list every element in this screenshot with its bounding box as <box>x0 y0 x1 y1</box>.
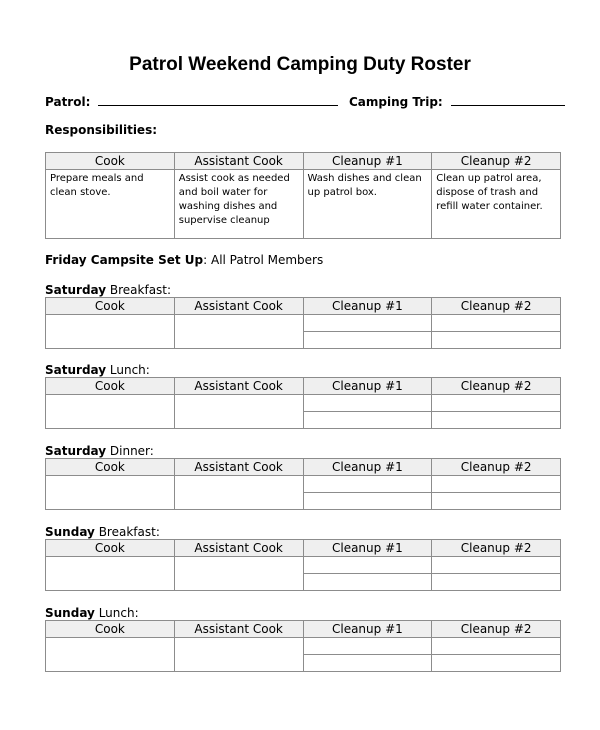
column-header: Cleanup #2 <box>432 459 561 476</box>
camping-trip-field <box>349 93 565 109</box>
cook-cell[interactable] <box>46 557 175 591</box>
meal-table <box>45 297 561 349</box>
cleanup1-cell[interactable] <box>303 395 432 412</box>
column-header: Cook <box>46 298 175 315</box>
cleanup2-cell[interactable] <box>432 493 561 510</box>
meal-table <box>45 620 561 672</box>
meal-heading: Sunday Lunch: <box>45 606 139 620</box>
meal-heading: Saturday Lunch: <box>45 363 150 377</box>
column-header: Cleanup #1 <box>303 621 432 638</box>
page-title: Patrol Weekend Camping Duty Roster <box>129 54 471 75</box>
assistant-cook-cell[interactable] <box>174 476 303 510</box>
cleanup2-cell[interactable] <box>432 638 561 655</box>
column-header: Cleanup #1 <box>303 459 432 476</box>
column-header: Assistant Cook <box>174 378 303 395</box>
column-header: Cleanup #2 <box>432 540 561 557</box>
column-header: Cook <box>46 459 175 476</box>
cook-cell[interactable] <box>46 315 175 349</box>
cleanup2-cell[interactable] <box>432 315 561 332</box>
column-header: Cleanup #2 <box>432 621 561 638</box>
meal-heading: Sunday Breakfast: <box>45 525 160 539</box>
meal-table <box>45 539 561 591</box>
cleanup1-cell[interactable] <box>303 493 432 510</box>
meal-heading: Saturday Dinner: <box>45 444 154 458</box>
cleanup2-cell[interactable] <box>432 412 561 429</box>
column-header: Cook <box>46 378 175 395</box>
column-header: Cleanup #1 <box>303 298 432 315</box>
column-header: Assistant Cook <box>174 459 303 476</box>
camping-trip-label: Camping Trip: <box>349 95 443 109</box>
patrol-input-line[interactable] <box>98 93 338 106</box>
column-header: Assistant Cook <box>174 298 303 315</box>
column-header: Cleanup #1 <box>303 378 432 395</box>
cleanup2-description: Clean up patrol area, dispose of trash and refill water container. <box>432 170 561 239</box>
responsibilities-table <box>45 152 561 239</box>
cleanup2-cell[interactable] <box>432 476 561 493</box>
meal-table <box>45 377 561 429</box>
assistant-cook-description: Assist cook as needed and boil water for washing dishes and supervise cleanup <box>174 170 303 239</box>
cook-cell[interactable] <box>46 638 175 672</box>
cleanup1-cell[interactable] <box>303 476 432 493</box>
cleanup2-cell[interactable] <box>432 655 561 672</box>
cleanup1-description: Wash dishes and clean up patrol box. <box>303 170 432 239</box>
cleanup2-cell[interactable] <box>432 332 561 349</box>
friday-setup-value: : All Patrol Members <box>203 253 324 267</box>
friday-setup-label: Friday Campsite Set Up <box>45 253 204 267</box>
camping-trip-input-line[interactable] <box>451 93 565 106</box>
assistant-cook-cell[interactable] <box>174 557 303 591</box>
column-header: Cleanup #2 <box>432 378 561 395</box>
column-header: Assistant Cook <box>174 621 303 638</box>
responsibilities-heading: Responsibilities: <box>45 123 158 137</box>
patrol-label: Patrol: <box>45 95 91 109</box>
cleanup2-cell[interactable] <box>432 557 561 574</box>
meal-heading: Saturday Breakfast: <box>45 283 172 297</box>
column-header: Cleanup #2 <box>432 153 561 170</box>
cleanup1-cell[interactable] <box>303 557 432 574</box>
assistant-cook-cell[interactable] <box>174 638 303 672</box>
cleanup2-cell[interactable] <box>432 574 561 591</box>
cleanup1-cell[interactable] <box>303 332 432 349</box>
cleanup1-cell[interactable] <box>303 638 432 655</box>
patrol-field <box>45 93 338 109</box>
cleanup1-cell[interactable] <box>303 412 432 429</box>
friday-setup-line <box>45 253 323 267</box>
column-header: Cleanup #1 <box>303 153 432 170</box>
meal-table <box>45 458 561 510</box>
column-header: Cleanup #1 <box>303 540 432 557</box>
cook-cell[interactable] <box>46 476 175 510</box>
column-header: Cook <box>46 621 175 638</box>
cleanup1-cell[interactable] <box>303 315 432 332</box>
cleanup2-cell[interactable] <box>432 395 561 412</box>
cleanup1-cell[interactable] <box>303 655 432 672</box>
column-header: Assistant Cook <box>174 153 303 170</box>
cleanup1-cell[interactable] <box>303 574 432 591</box>
column-header: Assistant Cook <box>174 540 303 557</box>
assistant-cook-cell[interactable] <box>174 315 303 349</box>
column-header: Cook <box>46 540 175 557</box>
column-header: Cook <box>46 153 175 170</box>
assistant-cook-cell[interactable] <box>174 395 303 429</box>
cook-description: Prepare meals and clean stove. <box>46 170 175 239</box>
cook-cell[interactable] <box>46 395 175 429</box>
column-header: Cleanup #2 <box>432 298 561 315</box>
